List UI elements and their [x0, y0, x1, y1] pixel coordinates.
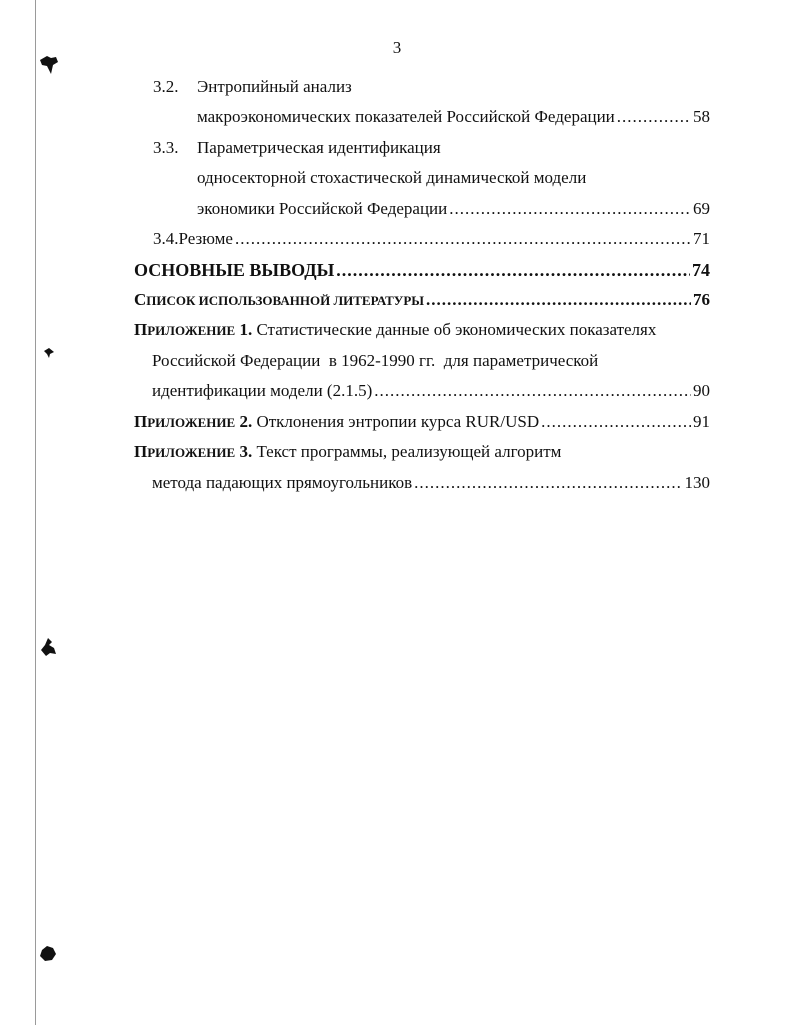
entry-text: идентификации модели (2.1.5) — [152, 381, 373, 400]
toc-entry-appendix-2 — [134, 411, 710, 434]
entry-text-cap: С — [134, 290, 147, 309]
entry-text: экономики Российской Федерации — [197, 199, 448, 218]
toc-entry-appendix-3-line2 — [152, 472, 710, 494]
toc-entry-references — [134, 289, 710, 312]
entry-text: Резюме — [178, 229, 233, 248]
page-ref: 71 — [693, 229, 710, 248]
dot-leader — [541, 411, 691, 433]
toc-entry-appendix-1-line3 — [152, 380, 710, 402]
appendix-label-rest: РИЛОЖЕНИЕ — [147, 445, 236, 460]
entry-text — [134, 289, 424, 312]
toc-entry-conclusions — [134, 259, 710, 281]
entry-text: Текст программы, реализующей алгоритм — [256, 442, 562, 461]
appendix-label-cap: П — [134, 442, 148, 461]
entry-text: метода падающих прямоугольников — [152, 473, 413, 492]
dot-leader — [374, 380, 691, 402]
dot-leader — [414, 472, 682, 494]
toc-entry-3-3-title — [153, 137, 713, 159]
dot-leader — [449, 198, 691, 220]
appendix-label — [134, 319, 252, 342]
entry-text: односекторной стохастической динамической модели — [197, 168, 587, 187]
toc-entry-3-3-line3 — [197, 198, 710, 220]
section-number: 3.3. — [153, 138, 179, 157]
toc-entry-3-2-title — [153, 76, 713, 98]
dot-leader — [336, 259, 690, 281]
appendix-number: 1. — [239, 320, 253, 339]
page-ref: 69 — [693, 199, 710, 218]
page-ref: 76 — [693, 290, 710, 309]
appendix-label-cap: П — [134, 320, 148, 339]
appendix-label-cap: П — [134, 412, 148, 431]
toc-entry-3-3-line2 — [197, 167, 710, 189]
dot-leader — [235, 228, 691, 250]
page-number: 3 — [392, 38, 402, 57]
toc-entry-3-4 — [153, 228, 710, 250]
entry-text: ОСНОВНЫЕ ВЫВОДЫ — [134, 260, 335, 280]
dot-leader — [426, 289, 691, 311]
entry-text: Энтропийный анализ — [197, 77, 352, 96]
entry-text: Российской Федерации в 1962-1990 гг. для параметрической — [152, 351, 599, 370]
entry-text: Параметрическая идентификация — [197, 138, 441, 157]
page-ref: 90 — [693, 381, 710, 400]
appendix-label-rest: РИЛОЖЕНИЕ — [147, 323, 236, 338]
appendix-label — [134, 441, 252, 464]
dot-leader — [617, 106, 691, 128]
page-ref: 130 — [684, 473, 710, 492]
entry-text-rest: ПИСОК ИСПОЛЬЗОВАННОЙ ЛИТЕРАТУРЫ — [146, 293, 425, 308]
appendix-number: 3. — [239, 442, 253, 461]
toc-entry-appendix-3-title — [134, 441, 710, 464]
toc-entry-appendix-1-title — [134, 319, 714, 342]
page-ref: 58 — [693, 107, 710, 126]
page-ref: 91 — [693, 412, 710, 431]
page-ref: 74 — [692, 260, 710, 280]
entry-text: Отклонения энтропии курса RUR/USD — [256, 412, 540, 431]
section-number: 3.4. — [153, 229, 179, 248]
appendix-label-rest: РИЛОЖЕНИЕ — [147, 415, 236, 430]
appendix-number: 2. — [239, 412, 253, 431]
toc-entry-3-2-line — [197, 106, 710, 128]
entry-text: Статистические данные об экономических показателях — [256, 320, 657, 339]
appendix-label — [134, 411, 252, 434]
entry-text: макроэкономических показателей Российской Федерации — [197, 107, 615, 126]
section-number: 3.2. — [153, 77, 179, 96]
toc-entry-appendix-1-line2 — [152, 350, 710, 372]
